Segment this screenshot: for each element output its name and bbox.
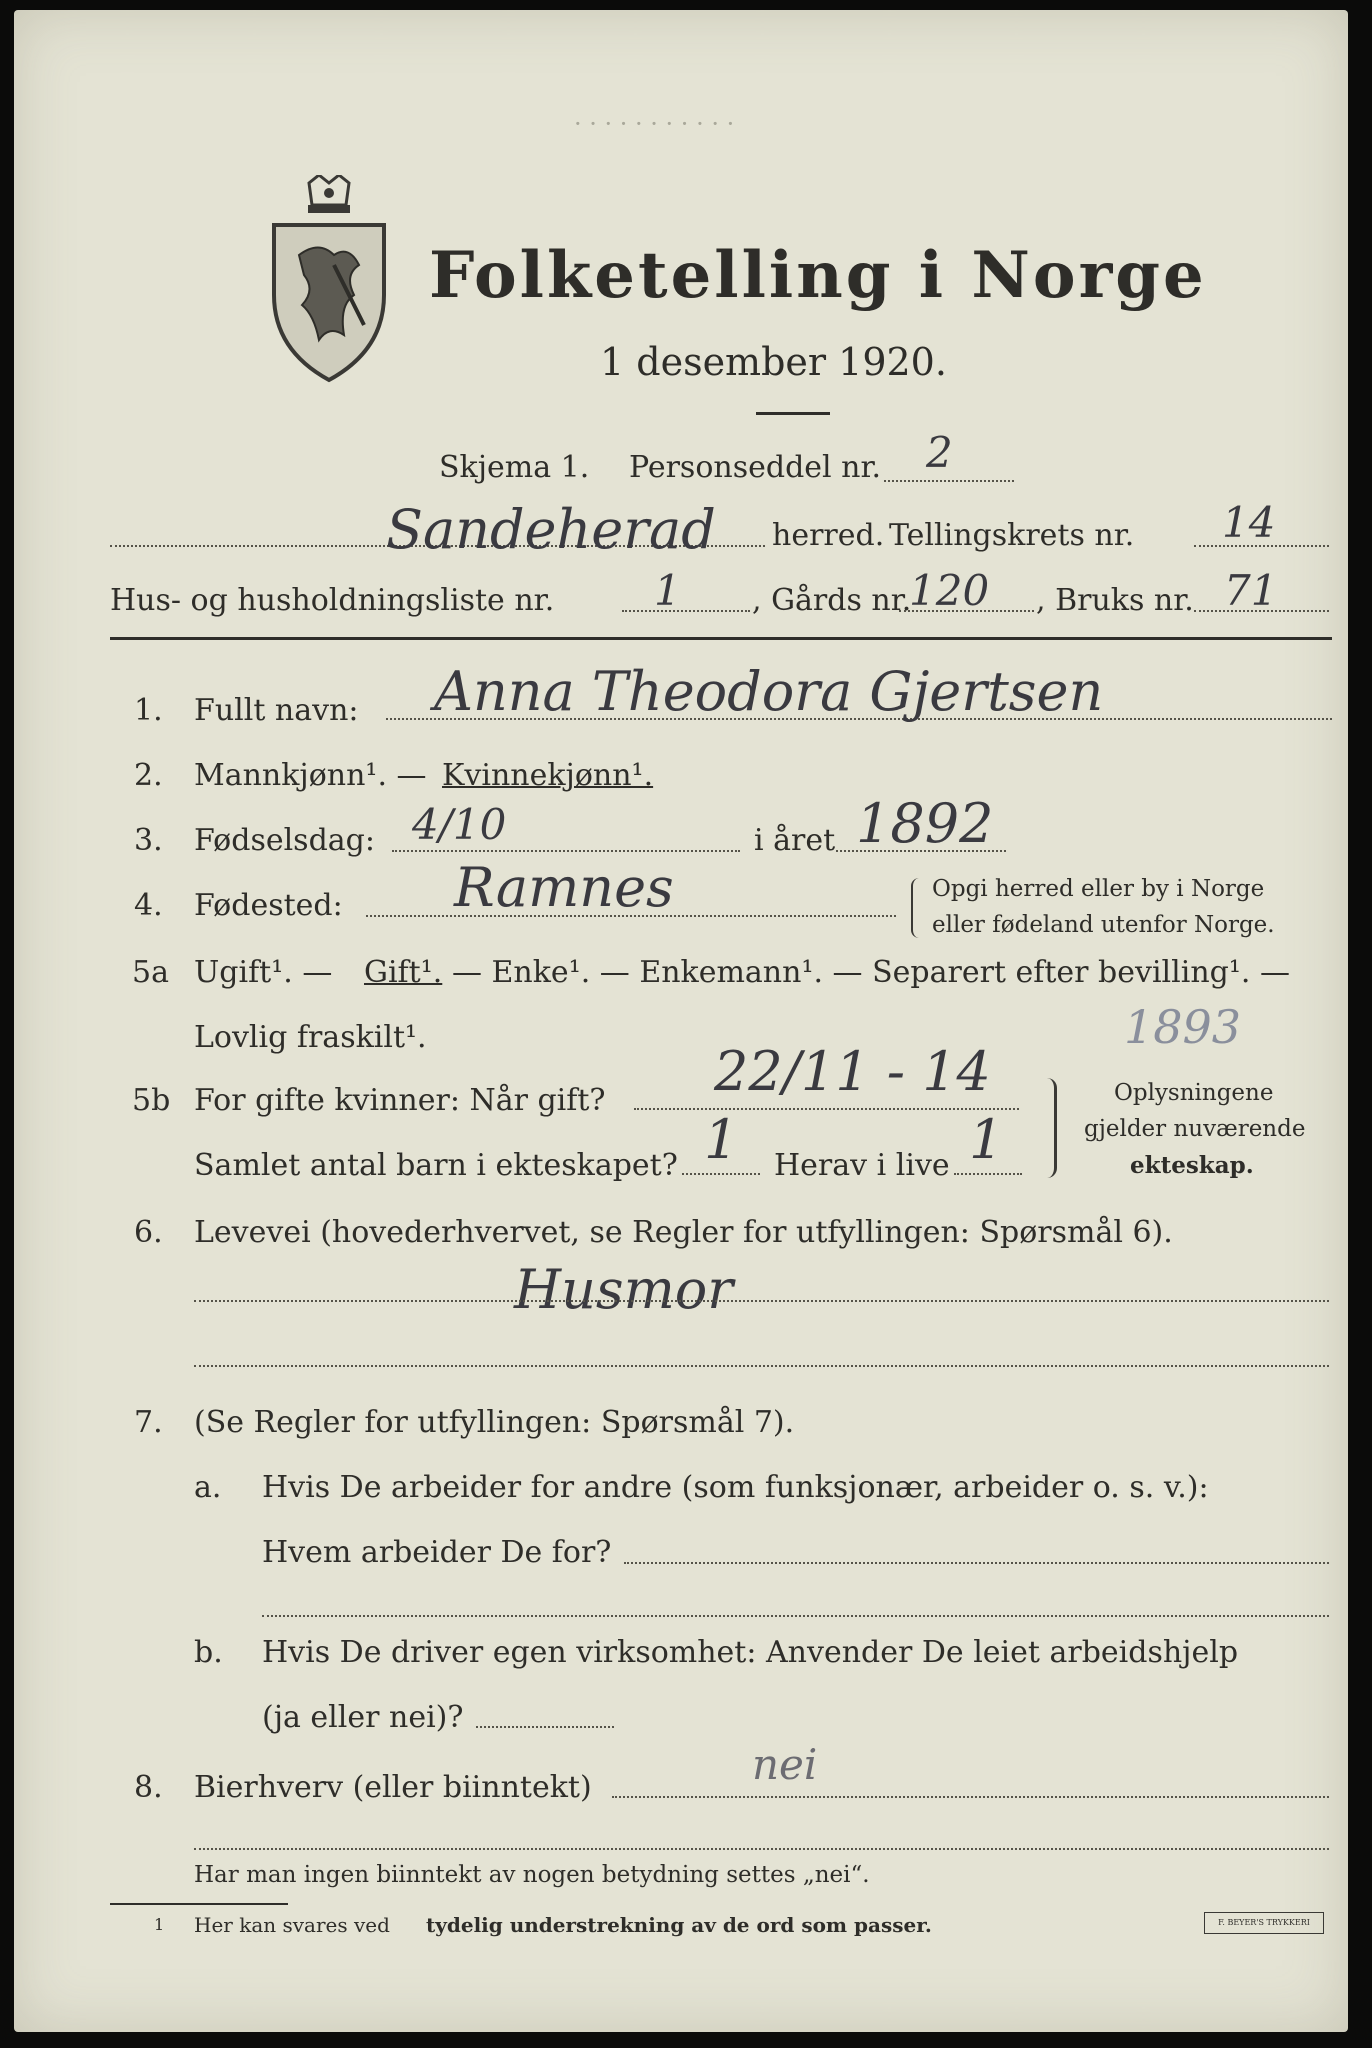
employer-line-1 xyxy=(624,1562,1329,1564)
children-line xyxy=(682,1173,760,1175)
gards-label: , Gårds nr. xyxy=(752,583,912,618)
side-income-line-1 xyxy=(612,1796,1329,1798)
married-date-value: 22/11 - 14 xyxy=(714,1040,991,1103)
q5b-note-line1: Oplysningene xyxy=(1114,1080,1274,1106)
q2-number: 2. xyxy=(134,758,163,793)
personseddel-label: Personseddel nr. xyxy=(629,450,882,485)
footnote-rule xyxy=(110,1903,288,1905)
employer-line-2 xyxy=(262,1615,1329,1617)
hus-line xyxy=(622,610,750,612)
gards-value: 120 xyxy=(909,566,990,615)
full-name-value: Anna Theodora Gjertsen xyxy=(434,660,1104,723)
q3-label: Fødselsdag: xyxy=(194,823,375,858)
q4-note-line2: eller fødeland utenfor Norge. xyxy=(932,912,1275,938)
footnote-number: 1 xyxy=(154,1915,165,1934)
q4-note-line1: Opgi herred eller by i Norge xyxy=(932,876,1265,902)
occupation-line-1 xyxy=(194,1300,1329,1302)
q7a-label-line2: Hvem arbeider De for? xyxy=(262,1535,612,1570)
q5b-note-line3: ekteskap. xyxy=(1130,1152,1254,1179)
side-income-value: nei xyxy=(752,1740,818,1789)
census-date: 1 desember 1920. xyxy=(600,340,947,384)
q6-label: Levevei (hovederhvervet, se Regler for utfyllingen: Spørsmål 6). xyxy=(194,1215,1173,1250)
q7-label: (Se Regler for utfyllingen: Spørsmål 7). xyxy=(194,1405,795,1440)
q7b-label-line2: (ja eller nei)? xyxy=(262,1700,464,1735)
marital-other-options: — Enke¹. — Enkemann¹. — Separert efter bevilling¹. — xyxy=(452,955,1290,990)
personseddel-line xyxy=(884,480,1014,482)
occupation-line-2 xyxy=(194,1365,1329,1367)
q5b-number: 5b xyxy=(132,1083,171,1118)
personseddel-value: 2 xyxy=(926,428,953,477)
bleed-through-text: · · · · · · · · · · · xyxy=(574,110,735,138)
q8-number: 8. xyxy=(134,1770,163,1805)
occupation-value: Husmor xyxy=(514,1258,734,1321)
marital-divorced-option: Lovlig fraskilt¹. xyxy=(194,1020,427,1055)
footnote-text-b: tydelig understrekning av de ord som passer. xyxy=(426,1913,932,1937)
q7b-number: b. xyxy=(194,1635,223,1670)
children-label: Samlet antal barn i ekteskapet? xyxy=(194,1148,678,1183)
q5b-note-line2: gjelder nuværende xyxy=(1084,1116,1306,1142)
q1-label: Fullt navn: xyxy=(194,693,359,728)
alive-line xyxy=(954,1173,1022,1175)
footer-note: Har man ingen biinntekt av nogen betydning settes „nei“. xyxy=(194,1862,870,1888)
herred-value: Sandeherad xyxy=(386,498,716,561)
birthdate-line xyxy=(392,850,740,852)
married-date-line xyxy=(634,1108,1019,1110)
q7-number: 7. xyxy=(134,1405,163,1440)
q7a-label-line1: Hvis De arbeider for andre (som funksjonær, arbeider o. s. v.): xyxy=(262,1470,1209,1505)
birth-year-value: 1892 xyxy=(856,792,994,855)
year-label: i året xyxy=(754,823,836,858)
hus-value: 1 xyxy=(654,566,681,615)
q6-number: 6. xyxy=(134,1215,163,1250)
q7b-label-line1: Hvis De driver egen virksomhet: Anvender De leiet arbeidshjelp xyxy=(262,1635,1239,1670)
q7a-number: a. xyxy=(194,1470,222,1505)
birthdate-value: 4/10 xyxy=(412,800,507,849)
printer-mark: F. BEYER'S TRYKKERI xyxy=(1204,1912,1324,1934)
schema-label: Skjema 1. xyxy=(439,450,590,485)
q3-number: 3. xyxy=(134,823,163,858)
gender-female-option: Kvinnekjønn¹. xyxy=(442,758,654,793)
birthplace-value: Ramnes xyxy=(454,856,674,919)
title-divider xyxy=(756,412,830,415)
q5a-number: 5a xyxy=(132,955,169,990)
gender-male-option: Mannkjønn¹. — xyxy=(194,758,427,793)
children-value: 1 xyxy=(704,1108,739,1171)
herred-label: herred. xyxy=(772,518,885,553)
census-form-sheet xyxy=(14,10,1348,2032)
hus-label: Hus- og husholdningsliste nr. xyxy=(110,583,555,618)
header-separator xyxy=(110,637,1332,640)
marital-gift-option: Gift¹. xyxy=(364,955,443,990)
footnote-text-a: Her kan svares ved xyxy=(194,1913,390,1937)
q1-number: 1. xyxy=(134,693,163,728)
pencil-annotation: 1893 xyxy=(1124,1000,1242,1054)
q4-label: Fødested: xyxy=(194,888,343,923)
q8-label: Bierhverv (eller biinntekt) xyxy=(194,1770,592,1805)
bruks-label: , Bruks nr. xyxy=(1036,583,1194,618)
tellingskrets-value: 14 xyxy=(1222,498,1276,547)
coat-of-arms-icon xyxy=(264,175,394,385)
alive-label: Herav i live xyxy=(774,1148,950,1183)
marital-ugift-option: Ugift¹. — xyxy=(194,955,333,990)
side-income-line-2 xyxy=(194,1848,1329,1850)
tellingskrets-label: Tellingskrets nr. xyxy=(889,518,1135,553)
q5b-label: For gifte kvinner: Når gift? xyxy=(194,1083,606,1118)
q5b-brace xyxy=(1040,1078,1057,1178)
bruks-value: 71 xyxy=(1224,566,1278,615)
hired-help-line xyxy=(476,1726,614,1728)
q4-number: 4. xyxy=(134,888,163,923)
q4-brace xyxy=(911,878,927,938)
alive-value: 1 xyxy=(969,1108,1004,1171)
form-title: Folketelling i Norge xyxy=(429,238,1207,313)
